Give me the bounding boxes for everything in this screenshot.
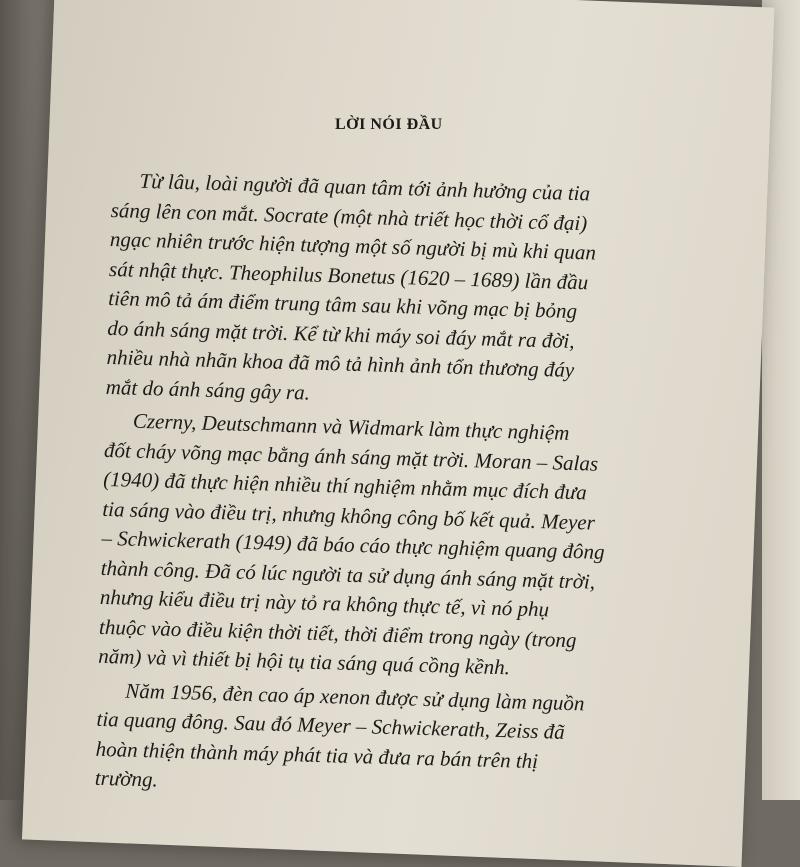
- text-line: nhiều nhà nhãn khoa đã mô tả hình ảnh tổn thương đáy: [106, 344, 575, 382]
- text-line: đốt cháy võng mạc bằng ánh sáng mặt trời. Moran – Salas: [103, 437, 599, 476]
- text-line: tiên mô tả ám điểm trung tâm sau khi võng mạc bị bỏng: [107, 285, 578, 324]
- text-line: năm) và vì thiết bị hội tụ tia sáng quá cồng kềnh.: [97, 643, 511, 680]
- text-line: Năm 1956, đèn cao áp xenon được sử dụng làm nguồn: [125, 678, 585, 715]
- paragraph-2: [98, 406, 755, 690]
- text-line: trường.: [94, 765, 159, 792]
- text-line: mắt do ánh sáng gây ra.: [105, 374, 311, 405]
- text-line: tia sáng vào điều trị, nhưng không công bố kết quả. Meyer: [102, 496, 596, 535]
- paragraph-1: [105, 166, 761, 420]
- text-line: sát nhật thực. Theophilus Bonetus (1620 – 1689) lần đầu: [108, 256, 589, 294]
- text-line: thành công. Đã có lúc người ta sử dụng ánh sáng mặt trời,: [100, 555, 596, 594]
- body-text: [94, 166, 761, 815]
- text-line: do ánh sáng mặt trời. Kể từ khi máy soi đáy mắt ra đời,: [107, 315, 575, 353]
- page-title: LỜI NÓI ĐẦU: [335, 116, 443, 133]
- text-line: thuộc vào điều kiện thời tiết, thời điểm trong ngày (trong: [98, 614, 577, 652]
- text-line: sáng lên con mắt. Socrate (một nhà triết học thời cổ đại): [110, 197, 588, 235]
- text-line: Từ lâu, loài người đã quan tâm tới ảnh hưởng của tia: [139, 168, 591, 206]
- text-line: hoàn thiện thành máy phát tia và đưa ra bán trên thị: [95, 736, 539, 773]
- text-line: – Schwickerath (1949) đã báo cáo thực nghiệm quang đông: [101, 525, 605, 564]
- text-line: (1940) đã thực hiện nhiều thí nghiệm nhằm mục đích đưa: [102, 466, 588, 505]
- text-line: ngạc nhiên trước hiện tượng một số người bị mù khi quan: [109, 226, 597, 265]
- paragraph-3: [94, 675, 747, 811]
- text-line: Czerny, Deutschmann và Widmark làm thực nghiệm: [132, 408, 570, 445]
- text-line: nhưng kiểu điều trị này tỏ ra không thực tế, vì nó phụ: [99, 584, 550, 622]
- text-line: tia quang đông. Sau đó Meyer – Schwickerath, Zeiss đã: [96, 706, 566, 744]
